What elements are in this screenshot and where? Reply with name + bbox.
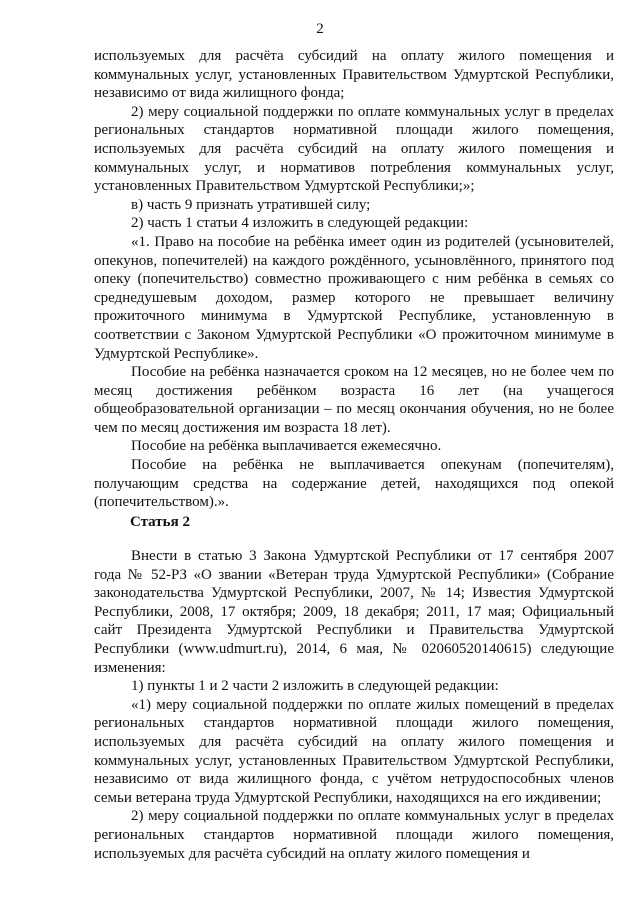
paragraph: Пособие на ребёнка выплачивается ежемесячно. [131,438,442,455]
paragraph: 2) меру социальной поддержки по оплате коммунальных услуг в пределах региональных стандартов нормативной площади жилого помещения, используемых для расчёта субсидий на оплату жилого помещения и коммунальных услуг, и нормативов потребления коммунальных услуг, установленных Правительством Удмуртской Республики;»; [94,103,614,195]
paragraph: Пособие на ребёнка не выплачивается опекунам (попечителям), получающим средства на содержание детей, находящихся под опекой (попечительством).». [94,457,614,511]
paragraph: Пособие на ребёнка назначается сроком на 12 месяцев, но не более чем по месяц достижения ребёнком возраста 16 лет (на учащегося общеобразовательной организации – по месяц окончания обучения, но не более чем по месяц достижения им возраста 18 лет). [94,364,614,436]
paragraph: 1) пункты 1 и 2 части 2 изложить в следующей редакции: [131,678,499,695]
text-block-1 [94,47,614,512]
page-number: 2 [316,21,324,37]
paragraph: «1. Право на пособие на ребёнка имеет один из родителей (усыновителей, опекунов, попечителей) на каждого рождённого, усыновлённого, принятого под опеку (попечительство) совместно проживающего с ним ребёнка в семьях со среднедушевым доходом, размер которого не превышает величину прожиточного минимума в Удмуртской Республике, установленную в соответствии с Законом Удмуртской Республики «О прожиточном минимуме в Удмуртской Республике». [94,233,614,362]
article-heading: Статья 2 [130,514,190,530]
paragraph: Внести в статью 3 Закона Удмуртской Республики от 17 сентября 2007 года № 52-РЗ «О звании «Ветеран труда Удмуртской Республики» (Собрание законодательства Удмуртской Республики, 2007, № 14; Известия Удмуртской Республики, 2008, 17 октября; 2009, 18 декабря; 2011, 17 мая; Официальный сайт Президента Удмуртской Республики и Правительства Удмуртской Республики (www.udmurt.ru), 2014, 6 мая, № 02060520140615) следующие изменения: [94,548,614,676]
paragraph: 2) меру социальной поддержки по оплате коммунальных услуг в пределах региональных стандартов нормативной площади жилого помещения, используемых для расчёта субсидий на оплату жилого помещения и [94,808,614,862]
paragraph: в) часть 9 признать утратившей силу; [131,196,371,213]
paragraph: «1) меру социальной поддержки по оплате жилых помещений в пределах региональных стандартов нормативной площади жилого помещения, используемых для расчёта субсидий на оплату жилого помещения и коммунальных услуг, установленных Правительством Удмуртской Республики, независимо от вида жилищного фонда, с учётом нетрудоспособных членов семьи ветерана труда Удмуртской Республики, находящихся на его иждивении; [94,696,614,806]
paragraph: используемых для расчёта субсидий на оплату жилого помещения и коммунальных услуг, установленных Правительством Удмуртской Республики, независимо от вида жилищного фонда; [94,48,614,102]
text-block-2 [94,547,614,863]
paragraph: 2) часть 1 статьи 4 изложить в следующей редакции: [131,215,469,232]
